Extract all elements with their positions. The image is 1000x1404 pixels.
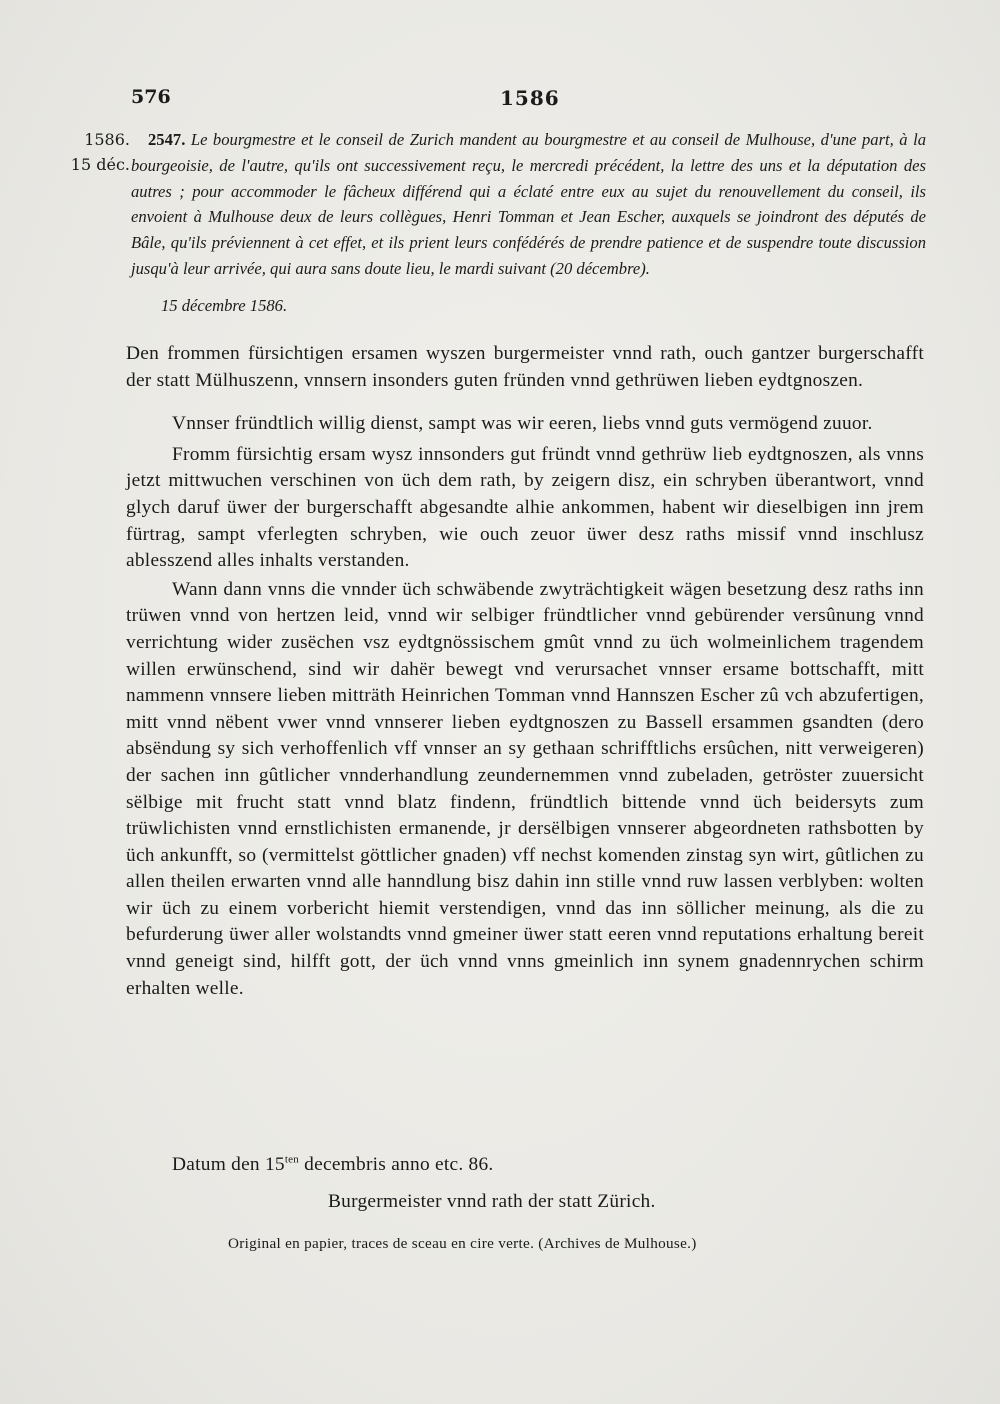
- letter-signature: Burgermeister vnnd rath der statt Zürich.: [328, 1191, 656, 1212]
- document-number: 2547.: [148, 130, 186, 149]
- summary-date: 15 décembre 1586.: [161, 296, 288, 315]
- margin-date: 15 déc.: [70, 155, 130, 174]
- letter-date-line: [172, 1154, 494, 1176]
- letter-paragraph: Fromm fürsichtig ersam wysz innsonders gut fründt vnnd gethrüw lieb eydtgnoszen, als vnns jetzt mittwuchen verschinen von üch dem rath, by zeigern disz, ein schryben überantwort, vnnd glych daruf üwer der burgerschafft abgesandte alhie ankommen, habent wir dieselbigen inn jrem fürtrag, sampt vferlegten schryben, wie ouch zeuor üwer desz raths missif vnnd inschlusz ablesszend alles inhalts verstanden.: [126, 443, 924, 572]
- letter-address: Den frommen fürsichtigen ersamen wyszen burgermeister vnnd rath, ouch gantzer burgerschafft der statt Mülhuszenn, vnnsern insonders guten fründen vnnd gethrüwen lieben eydtgnoszen.: [126, 343, 924, 391]
- letter-greeting: Vnnser fründtlich willig dienst, sampt was wir eeren, liebs vnnd guts vermögend zuuor.: [172, 413, 873, 435]
- datum-text: Datum den 15: [172, 1154, 285, 1175]
- summary-text: Le bourgmestre et le conseil de Zurich mandent au bourgmestre et au conseil de Mulhouse, d'une part, à la bourgeoisie, de l'autre, qu'ils ont successivement reçu, le mercredi précédent, la lettre des uns et la députation des autres ; pour accommoder le fâcheux différend qui a éclaté entre eux au sujet du renouvellement du conseil, ils envoient à Mulhouse deux de leurs collègues, Henri Tomman et Jean Escher, auxquels se joindront des députés de Bâle, qu'ils préviennent à cet effet, et ils prient leurs confédérés de prendre patience et de suspendre toute discussion jusqu'à leur arrivée, qui aura sans doute lieu, le mardi suivant (20 décembre).: [131, 130, 926, 278]
- page-number: 576: [131, 86, 171, 108]
- source-note: Original en papier, traces de sceau en cire verte. (Archives de Mulhouse.): [228, 1235, 697, 1252]
- margin-year: 1586.: [84, 130, 130, 149]
- margin-notes: [20, 127, 130, 177]
- letter-paragraph: Wann dann vnns die vnnder üch schwäbende zwyträchtigkeit wägen besetzung desz raths inn trüwen vnnd von hertzen leid, vnnd wir selbiger fründtlicher vnnd gebürender versûnung vnnd verrichtung wider zusëchen vsz eydtgnössischem gmût vnnd zu üch wolmeinlichem tragendem willen erwünschend, sind wir dahër bewegt vnd verursachet vnnser ersame bottschafft, mitt nammenn vnnsere lieben mitträth Heinrichen Tomman vnnd Hannszen Escher zû vch abzufertigen, mitt vnnd nëbent vwer vnnd vnnserer lieben eydtgnoszen zu Bassell ersammen gsandten (dero absëndung sy sich verhoffenlich vff vnnser an sy gethaan schrifftlichs ersûchen, nitt verweigeren) der sachen inn gûtlicher vnnderhandlung zeundernemmen vnnd zubeladen, getröster zuuersicht sëlbige mit frucht statt vnnd blatz findenn, fründtlich bittende vnnd üch beidersyts zum trüwlichisten vnnd ernstlichisten ermanende, jr dersëlbigen vnnserer abgeordneten rathsbotten by üch ankunfft, so (vermittelst göttlicher gnaden) vff nechst komenden zinstag syn wirt, gûtlichen zu allen theilen erwarten vnnd alle hanndlung bisz dahin inn stille vnnd ruw lassen verblyben: wolten wir üch zu einem vorbericht hiemit verstendigen, vnnd das inn söllicher meinung, als die zu befurderung üwer aller wolstandts vnnd gmeiner üwer statt eeren vnnd reputations erhaltung bereit vnnd geneigt sind, hilfft gott, der üch vnnd vnns gmeinlich inn synem gnadennrychen schirm erhalten welle.: [126, 578, 924, 999]
- datum-text-rest: decembris anno etc. 86.: [299, 1154, 494, 1175]
- datum-superscript: ten: [284, 1153, 300, 1166]
- letter-body: [126, 341, 924, 1002]
- page-header: [0, 86, 1000, 116]
- running-year-heading: 1586: [500, 86, 560, 110]
- document-summary: [131, 127, 926, 282]
